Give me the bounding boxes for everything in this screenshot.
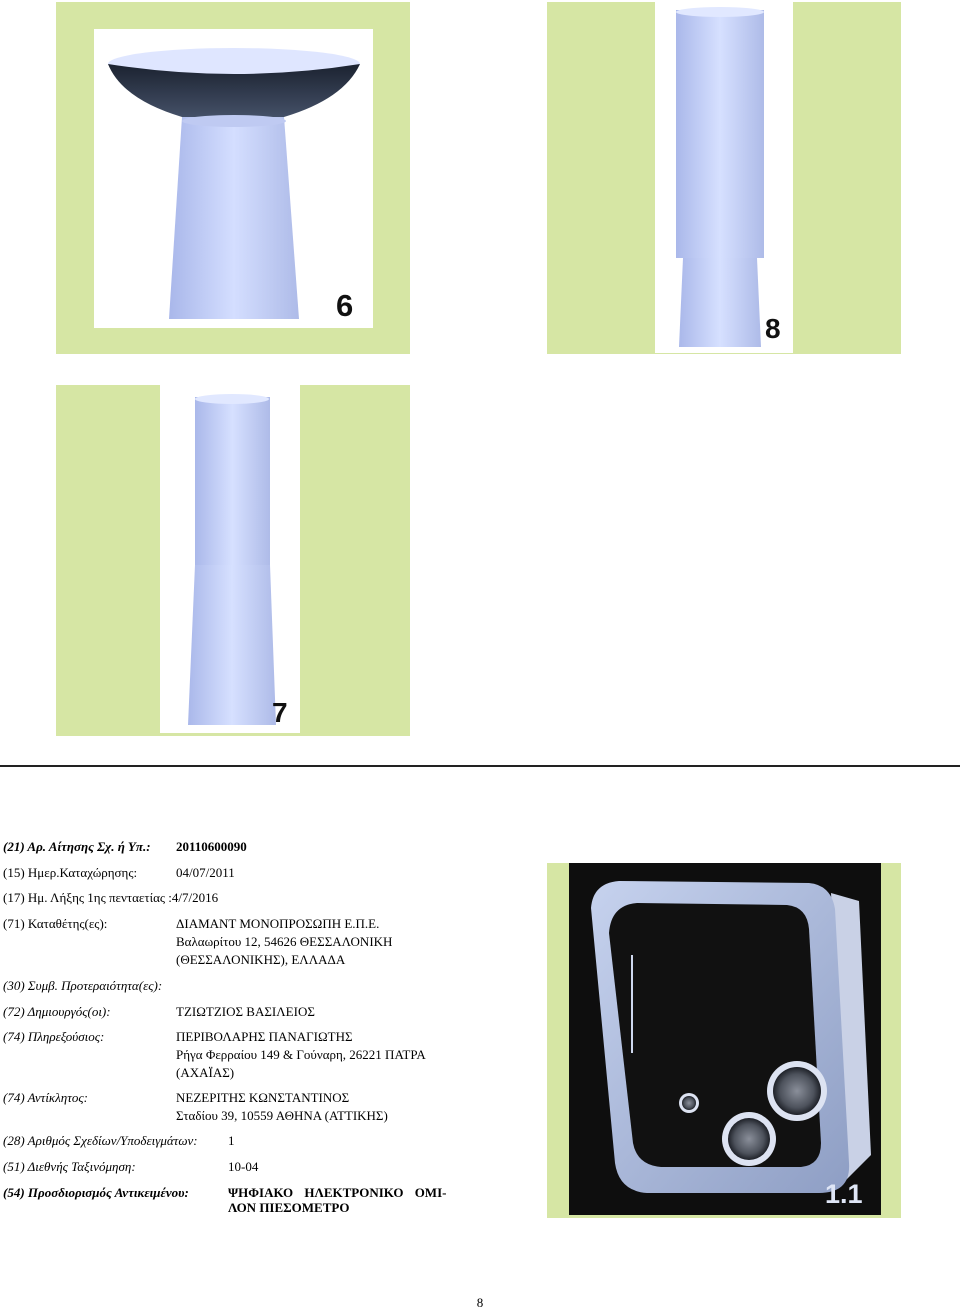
figure-number-6: 6	[336, 288, 354, 323]
figure-number-1-1: 1.1	[825, 1179, 863, 1209]
figure-photo-1-1	[569, 863, 881, 1215]
figure-panel-7	[56, 385, 410, 736]
field-54-line-2: ΛΟΝ ΠΙΕΣΟΜΕΤΡΟ	[228, 1200, 350, 1215]
vase-drawing-7	[160, 385, 300, 733]
figure-photo-8	[655, 2, 793, 353]
field-72-label: (72) Δημιουργός(οι):	[3, 1004, 111, 1019]
field-74-attorney-line-2: Ρήγα Φερραίου 149 & Γούναρη, 26221 ΠΑΤΡΑ	[176, 1047, 426, 1062]
field-71-line-1: ΔΙΑΜΑΝΤ ΜΟΝΟΠΡΟΣΩΠΗ Ε.Π.Ε.	[176, 916, 380, 931]
field-51-value: 10-04	[228, 1159, 259, 1174]
field-28-value: 1	[228, 1133, 235, 1148]
field-15-label: (15) Ημερ.Καταχώρησης:	[3, 865, 138, 880]
figure-number-8: 8	[765, 313, 781, 344]
figure-panel-1-1	[547, 863, 901, 1218]
field-74-representative-line-1: ΝΕΖΕΡΙΤΗΣ ΚΩΝΣΤΑΝΤΙΝΟΣ	[176, 1090, 350, 1105]
figure-photo-7	[160, 385, 300, 733]
field-74-attorney-label: (74) Πληρεξούσιος:	[3, 1029, 105, 1044]
field-15-value: 04/07/2011	[176, 865, 235, 880]
field-74-representative-line-2: Σταδίου 39, 10559 ΑΘΗΝΑ (ΑΤΤΙΚΗΣ)	[176, 1108, 388, 1123]
field-54-line-1: ΨΗΦΙΑΚΟ ΗΛΕΚΤΡΟΝΙΚΟ ΟΜΙ-	[228, 1185, 447, 1200]
field-17-label: (17) Ημ. Λήξης 1ης πενταετίας :4/7/2016	[3, 890, 219, 905]
field-54-label: (54) Προσδιορισμός Αντικειμένου:	[3, 1185, 189, 1200]
page-number: 8	[476, 1295, 484, 1310]
field-71-line-3: (ΘΕΣΣΑΛΟΝΙΚΗΣ), ΕΛΛΑΔΑ	[176, 952, 346, 967]
field-72-value: ΤΖΙΩΤΖΙΟΣ ΒΑΣΙΛΕΙΟΣ	[176, 1004, 315, 1019]
field-30-label: (30) Συμβ. Προτεραιότητα(ες):	[3, 978, 163, 993]
vase-drawing-8	[655, 2, 793, 353]
field-74-attorney-line-1: ΠΕΡΙΒΟΛΑΡΗΣ ΠΑΝΑΓΙΩΤΗΣ	[176, 1029, 353, 1044]
figure-photo-6	[94, 29, 373, 328]
pressure-meter-drawing	[569, 863, 881, 1215]
vase-drawing-6	[94, 29, 373, 328]
figure-panel-6	[56, 2, 410, 354]
figure-panel-8	[547, 2, 901, 354]
field-74-representative-label: (74) Αντίκλητος:	[3, 1090, 89, 1105]
section-divider	[0, 765, 960, 767]
figure-number-7: 7	[272, 697, 288, 728]
field-51-label: (51) Διεθνής Ταξινόμηση:	[3, 1159, 136, 1174]
field-71-label: (71) Καταθέτης(ες):	[3, 916, 108, 931]
field-21-value: 20110600090	[176, 839, 247, 854]
field-21-label: (21) Αρ. Αίτησης Σχ. ή Υπ.:	[3, 839, 151, 854]
field-28-label: (28) Αριθμός Σχεδίων/Υποδειγμάτων:	[3, 1133, 198, 1148]
field-71-line-2: Βαλαωρίτου 12, 54626 ΘΕΣΣΑΛΟΝΙΚΗ	[176, 934, 393, 949]
field-74-attorney-line-3: (ΑΧΑΪΑΣ)	[176, 1065, 235, 1080]
